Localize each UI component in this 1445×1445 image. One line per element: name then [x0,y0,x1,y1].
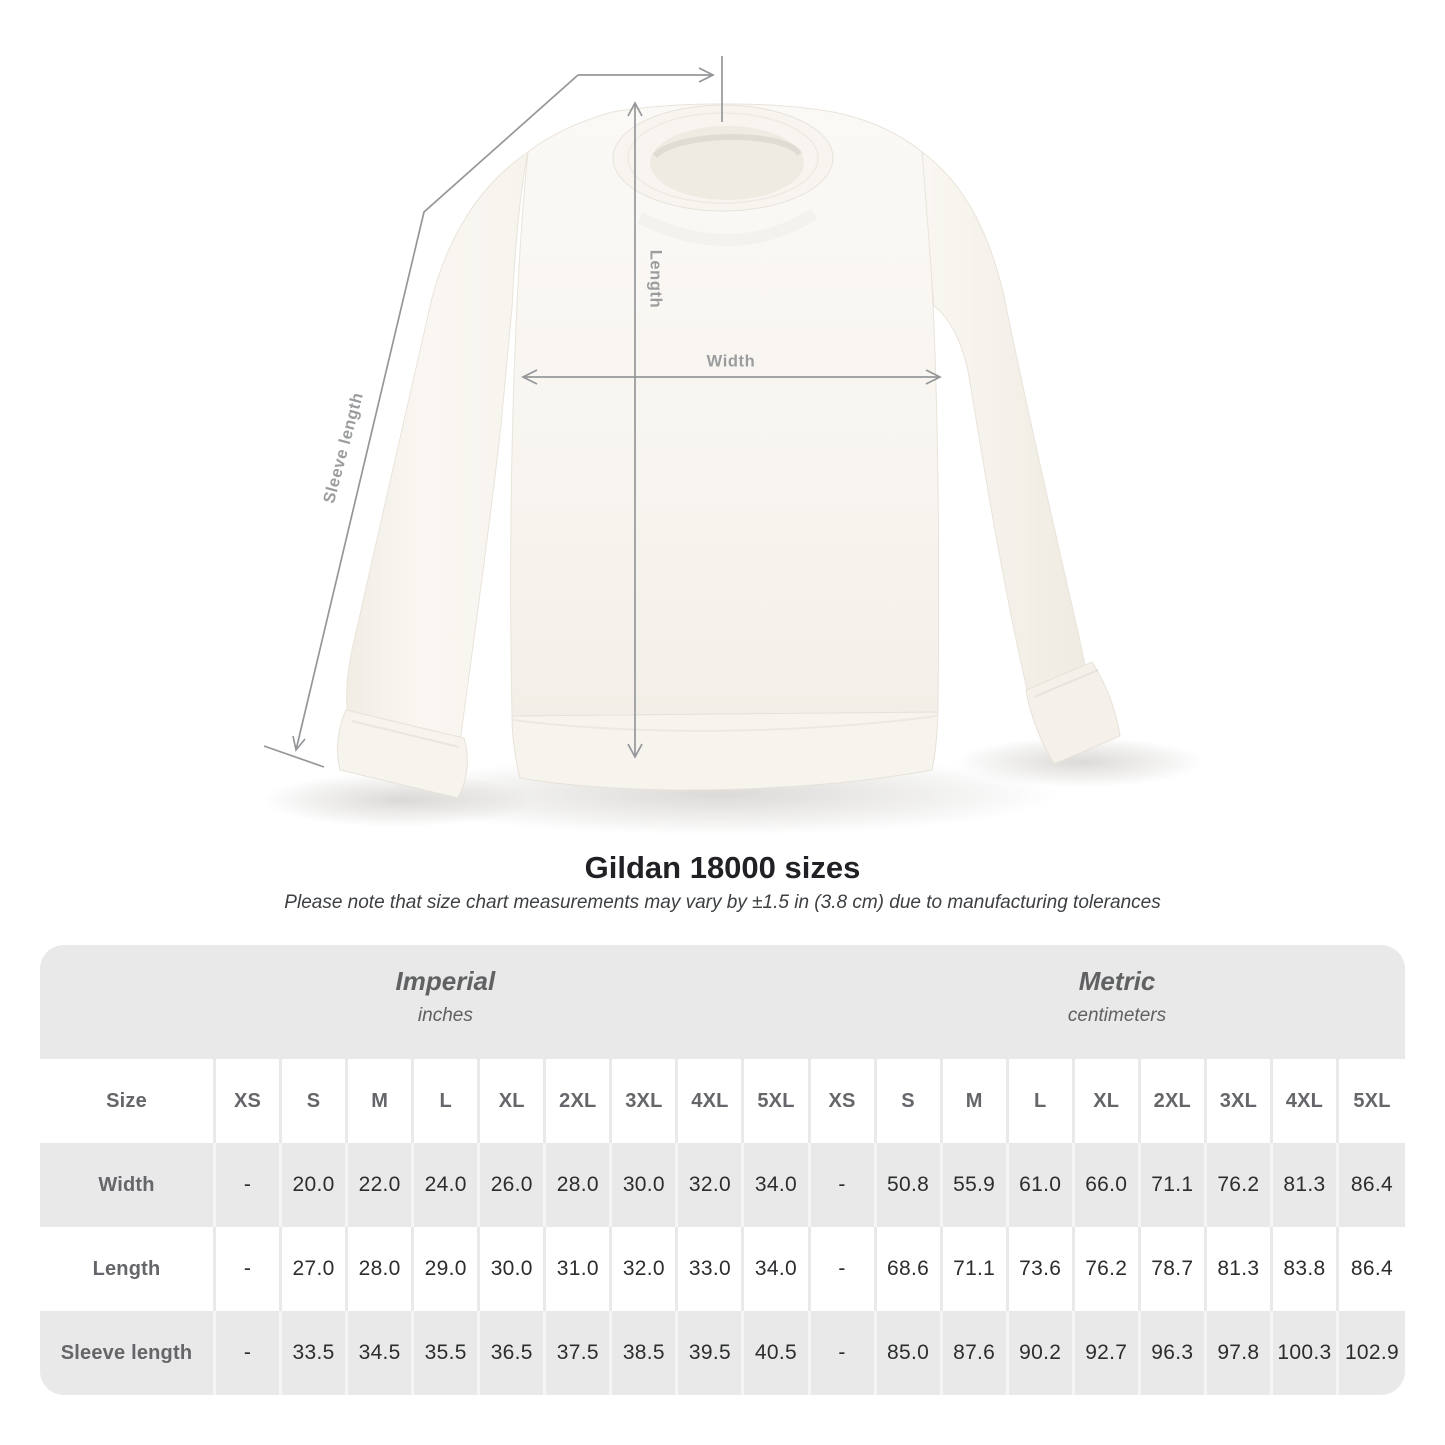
size-value-cell: 71.1 [1141,1143,1207,1227]
metric-unit: centimeters [1067,1005,1167,1026]
size-column-header: M [943,1059,1009,1143]
size-value-cell: 83.8 [1273,1227,1339,1311]
size-value-cell: - [811,1143,877,1227]
unit-group-metric [1068,966,1166,1027]
width-measure-label: Width [706,352,756,371]
size-value-cell: 37.5 [546,1311,612,1395]
size-table [40,945,1405,1395]
size-value-cell: 28.0 [546,1143,612,1227]
unit-group-imperial [396,966,496,1027]
size-value-cell: 38.5 [612,1311,678,1395]
size-value-cell: 85.0 [877,1311,943,1395]
size-value-cell: 61.0 [1009,1143,1075,1227]
imperial-title: Imperial [395,966,496,996]
row-label: Length [40,1227,216,1311]
size-column-header: L [1009,1059,1075,1143]
size-value-cell: 35.5 [414,1311,480,1395]
row-label: Sleeve length [40,1311,216,1395]
unit-band [40,945,1405,1059]
sleeve-length-measure-label: Sleeve length [320,390,367,506]
size-column-header: XL [480,1059,546,1143]
size-column-header: 2XL [546,1059,612,1143]
size-value-cell: 31.0 [546,1227,612,1311]
size-value-cell: 32.0 [678,1143,744,1227]
row-label: Width [40,1143,216,1227]
size-value-cell: 55.9 [943,1143,1009,1227]
table-row-sleeve-length [40,1311,1405,1395]
size-value-cell: 102.9 [1344,1341,1399,1364]
size-corner-header: Size [40,1059,216,1143]
size-value-cell: 66.0 [1075,1143,1141,1227]
size-column-header: 3XL [612,1059,678,1143]
size-value-cell: - [811,1227,877,1311]
size-value-cell: 76.2 [1075,1227,1141,1311]
size-value-cell: 100.3 [1273,1311,1339,1395]
size-header-row [40,1059,1405,1143]
size-value-cell: 87.6 [943,1311,1009,1395]
size-column-header: XS [811,1059,877,1143]
size-value-cell: - [216,1227,282,1311]
size-value-cell: 86.4 [1350,1257,1393,1280]
size-column-header: XS [216,1059,282,1143]
size-value-cell: 78.7 [1141,1227,1207,1311]
size-column-header: 5XL [1353,1089,1391,1112]
size-value-cell: 29.0 [414,1227,480,1311]
size-value-cell: 68.6 [877,1227,943,1311]
imperial-unit: inches [417,1005,473,1026]
size-value-cell: 28.0 [348,1227,414,1311]
table-row-width [40,1143,1405,1227]
size-value-cell: 27.0 [282,1227,348,1311]
size-value-cell: - [216,1311,282,1395]
size-value-cell: 40.5 [744,1311,810,1395]
size-value-cell: - [811,1311,877,1395]
size-column-header: M [348,1059,414,1143]
size-value-cell: 81.3 [1273,1143,1339,1227]
size-column-header: L [414,1059,480,1143]
size-value-cell: 33.0 [678,1227,744,1311]
tolerance-note: Please note that size chart measurements may vary by ±1.5 in (3.8 cm) due to manufacturing tolerances [284,892,1161,913]
size-value-cell: 76.2 [1207,1143,1273,1227]
size-value-cell: 73.6 [1009,1227,1075,1311]
size-value-cell: 97.8 [1207,1311,1273,1395]
size-column-header: 5XL [744,1059,810,1143]
size-column-header: S [877,1059,943,1143]
length-measure-label: Length [646,249,665,309]
metric-title: Metric [1078,966,1156,996]
size-value-cell: 20.0 [282,1143,348,1227]
size-value-cell: 34.0 [744,1143,810,1227]
size-value-cell: 39.5 [678,1311,744,1395]
size-value-cell: - [216,1143,282,1227]
size-column-header: XL [1075,1059,1141,1143]
size-value-cell: 36.5 [480,1311,546,1395]
size-value-cell: 86.4 [1350,1173,1393,1196]
size-value-cell: 24.0 [414,1143,480,1227]
size-column-header: 4XL [1273,1059,1339,1143]
size-value-cell: 22.0 [348,1143,414,1227]
heading [0,851,1445,915]
size-column-header: 2XL [1141,1059,1207,1143]
size-column-header: 3XL [1207,1059,1273,1143]
size-value-cell: 33.5 [282,1311,348,1395]
size-value-cell: 26.0 [480,1143,546,1227]
size-value-cell: 30.0 [480,1227,546,1311]
size-value-cell: 50.8 [877,1143,943,1227]
size-value-cell: 34.5 [348,1311,414,1395]
size-value-cell: 71.1 [943,1227,1009,1311]
size-value-cell: 96.3 [1141,1311,1207,1395]
size-value-cell: 32.0 [612,1227,678,1311]
size-column-header: S [282,1059,348,1143]
size-value-cell: 30.0 [612,1143,678,1227]
size-value-cell: 34.0 [744,1227,810,1311]
table-row-length [40,1227,1405,1311]
page-title: Gildan 18000 sizes [584,850,861,885]
size-value-cell: 90.2 [1009,1311,1075,1395]
size-column-header: 4XL [678,1059,744,1143]
size-value-cell: 81.3 [1207,1227,1273,1311]
size-value-cell: 92.7 [1075,1311,1141,1395]
